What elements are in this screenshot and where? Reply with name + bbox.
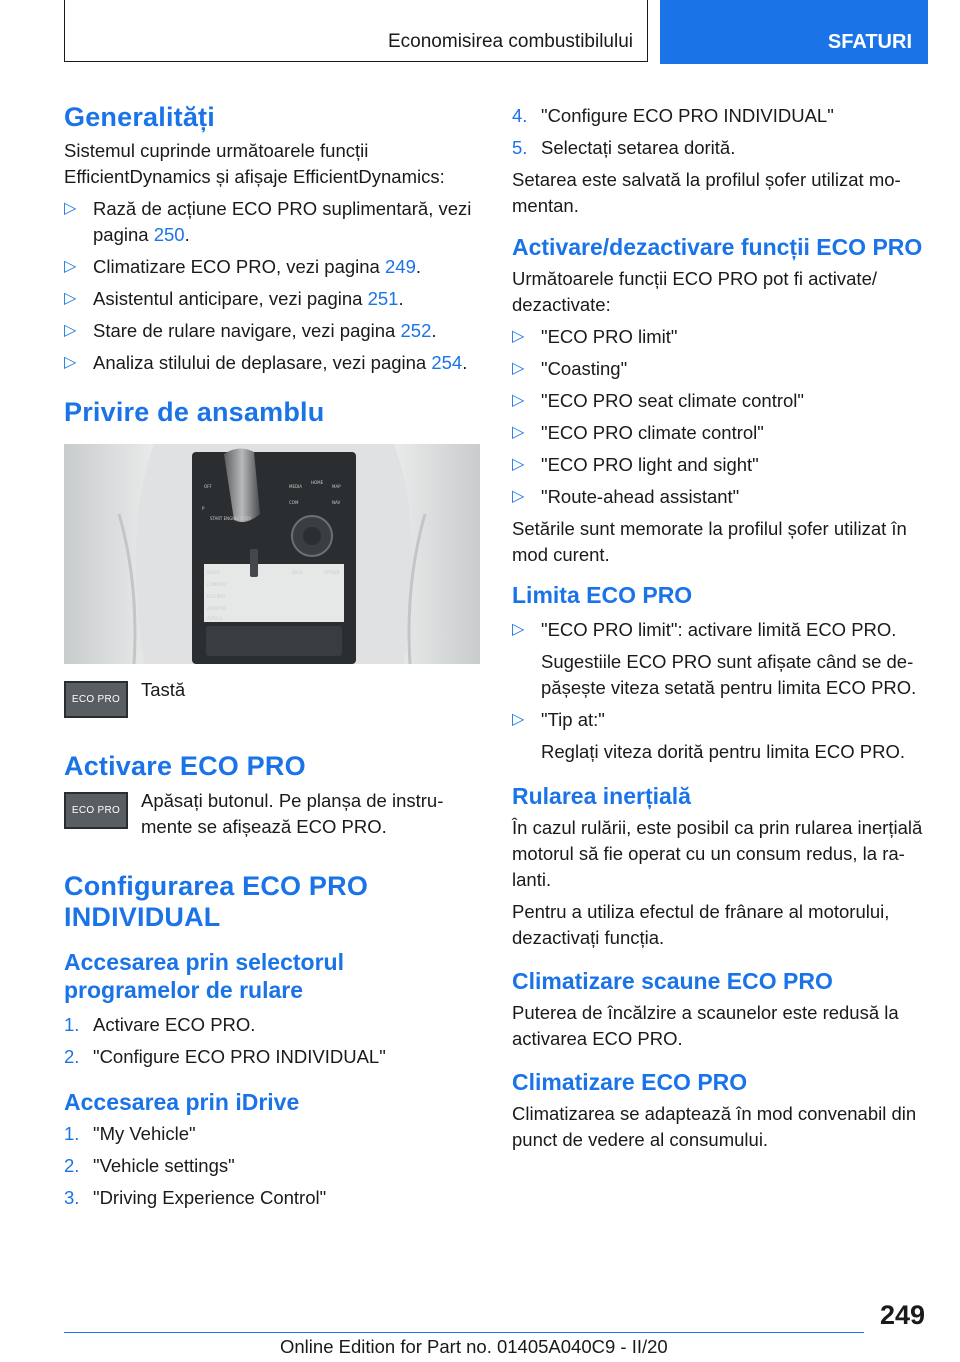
step-number: 2. (64, 1046, 80, 1067)
step-text: Activare ECO PRO. (93, 1014, 256, 1035)
generalitati-list (64, 196, 480, 376)
step-item (64, 1185, 480, 1211)
triangle-bullet-icon: ▷ (512, 621, 525, 638)
step-text: "Driving Experience Control" (93, 1187, 327, 1208)
limit-item-2: "Tip at:" (541, 709, 605, 730)
console-illustration (64, 444, 480, 664)
list-item (64, 196, 480, 248)
step-number: 4. (512, 105, 528, 126)
heading-limit: Limita ECO PRO (512, 582, 693, 608)
heading-config-2: INDIVIDUAL (64, 902, 221, 932)
list-item (512, 420, 928, 446)
footer-divider (64, 1332, 864, 1333)
triangle-bullet-icon: ▷ (512, 360, 525, 377)
key-row-tasta (64, 677, 480, 727)
console-label: COMFORT (207, 582, 227, 587)
idrive-steps (64, 1121, 480, 1211)
list-item-text: "Route-ahead assistant" (541, 486, 740, 507)
eco-pro-key-icon: ECO PRO (64, 681, 128, 718)
console-label: SPORT (207, 570, 221, 575)
list-item-text: "Coasting" (541, 358, 628, 379)
list-item-text: "ECO PRO seat climate control" (541, 390, 804, 411)
coasting-text-2: Pentru a utiliza efectul de frânare al motorului, dezactivați funcția. (512, 901, 890, 948)
saved-text: Setarea este salvată la profilul șofer utilizat mo-mentan. (512, 169, 901, 216)
step-item (512, 103, 928, 129)
step-number: 1. (64, 1014, 80, 1035)
coasting-text-1: În cazul rulării, este posibil ca prin rularea inerțială motorul să fie operat cu un consum redus, la ra-lanti. (512, 817, 923, 890)
limit-item-1-sub: Sugestiile ECO PRO sunt afișate când se de-pășește viteza setată pentru limita ECO PRO. (541, 651, 917, 698)
list-item (64, 286, 480, 312)
triangle-bullet-icon: ▷ (64, 290, 77, 307)
list-item (512, 324, 928, 350)
step-item (64, 1153, 480, 1179)
eco-pro-key-icon: ECO PRO (64, 792, 128, 829)
list-item (64, 350, 480, 376)
heading-coasting: Rularea inerțială (512, 783, 691, 809)
heading-selector-1: Accesarea prin selectorul (64, 949, 344, 975)
triangle-bullet-icon: ▷ (64, 200, 77, 217)
list-item-text: Stare de rulare navigare, vezi pagina (93, 320, 401, 341)
list-item (512, 707, 928, 765)
step-text: "Configure ECO PRO INDIVIDUAL" (541, 105, 834, 126)
triangle-bullet-icon: ▷ (64, 354, 77, 371)
page-link[interactable]: 254 (431, 352, 463, 373)
heading-overview: Privire de ansamblu (64, 397, 325, 427)
console-label: P (202, 506, 205, 511)
list-item-text: Climatizare ECO PRO, vezi pagina (93, 256, 385, 277)
list-item (512, 484, 928, 510)
console-label: HOME (311, 480, 324, 485)
list-item (512, 617, 928, 701)
step-item (512, 135, 928, 161)
console-label: MAP (332, 484, 341, 489)
page-link[interactable]: 251 (367, 288, 399, 309)
step-text: "Configure ECO PRO INDIVIDUAL" (93, 1046, 386, 1067)
list-item-text: "ECO PRO climate control" (541, 422, 764, 443)
step-number: 3. (64, 1187, 80, 1208)
list-item-text: Asistentul anticipare, vezi pagina (93, 288, 368, 309)
section-tab: SFATURI (660, 0, 928, 64)
right-column (512, 103, 928, 1153)
list-item-punct: . (415, 256, 422, 277)
selector-steps (64, 1012, 480, 1070)
triangle-bullet-icon: ▷ (64, 258, 77, 275)
list-item-text: Rază de acțiune ECO PRO suplimentară, vezi pagina (93, 198, 472, 245)
page-link[interactable]: 252 (400, 320, 432, 341)
key-row-activare (64, 788, 480, 840)
step-item (64, 1121, 480, 1147)
functions-memo: Setările sunt memorate la profilul șofer utilizat în mod curent. (512, 518, 907, 565)
list-item (512, 388, 928, 414)
heading-selector-2: programelor de rulare (64, 977, 304, 1003)
left-column (64, 102, 480, 1217)
console-label: OFF (204, 484, 212, 489)
heading-idrive: Accesarea prin iDrive (64, 1089, 300, 1115)
heading-config-1: Configurarea ECO PRO (64, 871, 369, 901)
tasta-label: Tastă (141, 679, 186, 700)
triangle-bullet-icon: ▷ (512, 711, 525, 728)
heading-climate: Climatizare ECO PRO (512, 1069, 748, 1095)
page-link[interactable]: 250 (153, 224, 185, 245)
triangle-bullet-icon: ▷ (512, 456, 525, 473)
heading-seat-climate: Climatizare scaune ECO PRO (512, 968, 833, 994)
activare-text: Apăsați butonul. Pe planșa de instru-mente se afișează ECO PRO. (141, 790, 444, 837)
idrive-steps-cont (512, 103, 928, 161)
console-label: AUTO H (207, 616, 223, 621)
limit-item-2-sub: Reglați viteza dorită pentru limita ECO PRO. (541, 741, 905, 762)
triangle-bullet-icon: ▷ (64, 322, 77, 339)
list-item-punct: . (462, 352, 468, 373)
triangle-bullet-icon: ▷ (512, 392, 525, 409)
list-item-text: "ECO PRO light and sight" (541, 454, 759, 475)
list-item (64, 318, 480, 344)
console-label: NAV (332, 500, 341, 505)
climate-text: Climatizarea se adaptează în mod convenabil din punct de vedere al consumului. (512, 1103, 917, 1150)
limit-list (512, 617, 928, 765)
list-item (512, 452, 928, 478)
generalitati-text: Sistemul cuprinde următoarele funcții EfficientDynamics și afișaje EfficientDynamics: (64, 140, 445, 187)
console-label: ADAPTIVE (207, 606, 227, 611)
page-header (64, 0, 928, 64)
step-number: 2. (64, 1155, 80, 1176)
console-label: ECO PRO (207, 594, 226, 599)
list-item (64, 254, 480, 280)
step-text: "My Vehicle" (93, 1123, 196, 1144)
center-console-photo (64, 444, 480, 664)
console-label: COM (289, 500, 299, 505)
heading-functions: Activare/dezactivare funcții ECO PRO (512, 234, 923, 260)
list-item-text: Analiza stilului de deplasare, vezi pagina (93, 352, 432, 373)
functions-list (512, 324, 928, 510)
seat-climate-text: Puterea de încălzire a scaunelor este redusă la activarea ECO PRO. (512, 1002, 899, 1049)
edition-text: Online Edition for Part no. 01405A040C9 - II/20 (280, 1336, 668, 1357)
triangle-bullet-icon: ▷ (512, 488, 525, 505)
step-text: "Vehicle settings" (93, 1155, 235, 1176)
list-item-punct: . (431, 320, 437, 341)
console-label: BACK (292, 570, 303, 575)
console-label: START ENGINE STOP (210, 516, 251, 521)
console-label: OPTION (324, 570, 340, 575)
step-number: 1. (64, 1123, 80, 1144)
triangle-bullet-icon: ▷ (512, 328, 525, 345)
list-item-punct: . (398, 288, 404, 309)
list-item (512, 356, 928, 382)
console-label: MEDIA (289, 484, 302, 489)
step-item (64, 1012, 480, 1038)
step-text: Selectați setarea dorită. (541, 137, 736, 158)
chapter-title: Economisirea combustibilului (64, 0, 648, 62)
list-item-punct: . (184, 224, 190, 245)
page-link[interactable]: 249 (385, 256, 416, 277)
step-number: 5. (512, 137, 528, 158)
step-item (64, 1044, 480, 1070)
heading-generalitati: Generalități (64, 102, 215, 132)
triangle-bullet-icon: ▷ (512, 424, 525, 441)
page-number: 249 (880, 1300, 926, 1330)
list-item-text: "ECO PRO limit" (541, 326, 678, 347)
functions-text: Următoarele funcții ECO PRO pot fi activate/ dezactivate: (512, 268, 877, 315)
heading-activare: Activare ECO PRO (64, 751, 306, 781)
limit-item-1: "ECO PRO limit": activare limită ECO PRO. (541, 619, 897, 640)
